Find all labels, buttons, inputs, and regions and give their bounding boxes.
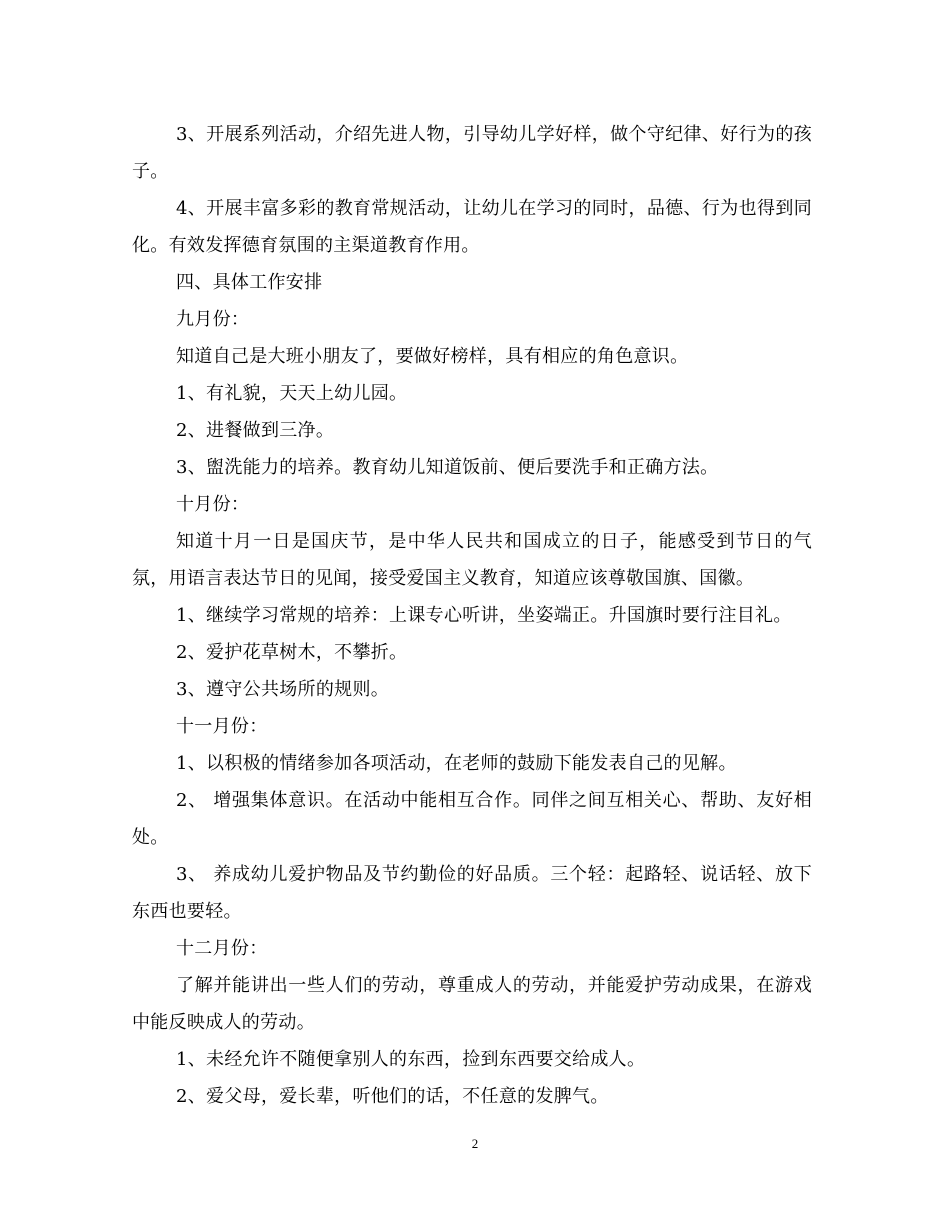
paragraph: 了解并能讲出一些人们的劳动，尊重成人的劳动，并能爱护劳动成果，在游戏中能反映成人的劳动。 bbox=[132, 975, 812, 1033]
list-item: 2、爱护花草树木，不攀折。 bbox=[176, 642, 408, 663]
month-heading: 十二月份： bbox=[176, 938, 268, 959]
paragraph: 知道自己是大班小朋友了，要做好榜样，具有相应的角色意识。 bbox=[176, 346, 689, 367]
list-item: 3、遵守公共场所的规则。 bbox=[176, 679, 390, 700]
list-item: 2、 增强集体意识。在活动中能相互合作。同伴之间互相关心、帮助、友好相处。 bbox=[132, 790, 812, 848]
list-item: 1、以积极的情绪参加各项活动，在老师的鼓励下能发表自己的见解。 bbox=[176, 753, 737, 774]
list-item: 1、继续学习常规的培养：上课专心听讲，坐姿端正。升国旗时要行注目礼。 bbox=[176, 605, 792, 626]
month-heading: 十一月份： bbox=[176, 716, 268, 737]
list-item: 1、有礼貌，天天上幼儿园。 bbox=[176, 383, 408, 404]
paragraph: 3、开展系列活动，介绍先进人物，引导幼儿学好样，做个守纪律、好行为的孩子。 bbox=[132, 124, 812, 182]
list-item: 2、进餐做到三净。 bbox=[176, 420, 335, 441]
document-body bbox=[132, 116, 812, 1115]
list-item: 3、盥洗能力的培养。教育幼儿知道饭前、便后要洗手和正确方法。 bbox=[176, 457, 719, 478]
list-item: 2、爱父母，爱长辈，听他们的话，不任意的发脾气。 bbox=[176, 1086, 609, 1107]
month-heading: 十月份： bbox=[176, 494, 250, 515]
paragraph: 4、开展丰富多彩的教育常规活动，让幼儿在学习的同时，品德、行为也得到同化。有效发挥德育氛围的主渠道教育作用。 bbox=[132, 198, 812, 256]
page-number: 2 bbox=[471, 1136, 479, 1151]
paragraph: 知道十月一日是国庆节，是中华人民共和国成立的日子，能感受到节日的气氛，用语言表达节日的见闻，接受爱国主义教育，知道应该尊敬国旗、国徽。 bbox=[132, 531, 812, 589]
list-item: 1、未经允许不随便拿别人的东西，捡到东西要交给成人。 bbox=[176, 1049, 646, 1070]
month-heading: 九月份： bbox=[176, 309, 250, 330]
section-heading: 四、具体工作安排 bbox=[176, 272, 323, 293]
list-item: 3、 养成幼儿爱护物品及节约勤俭的好品质。三个轻：起路轻、说话轻、放下东西也要轻。 bbox=[132, 864, 812, 922]
